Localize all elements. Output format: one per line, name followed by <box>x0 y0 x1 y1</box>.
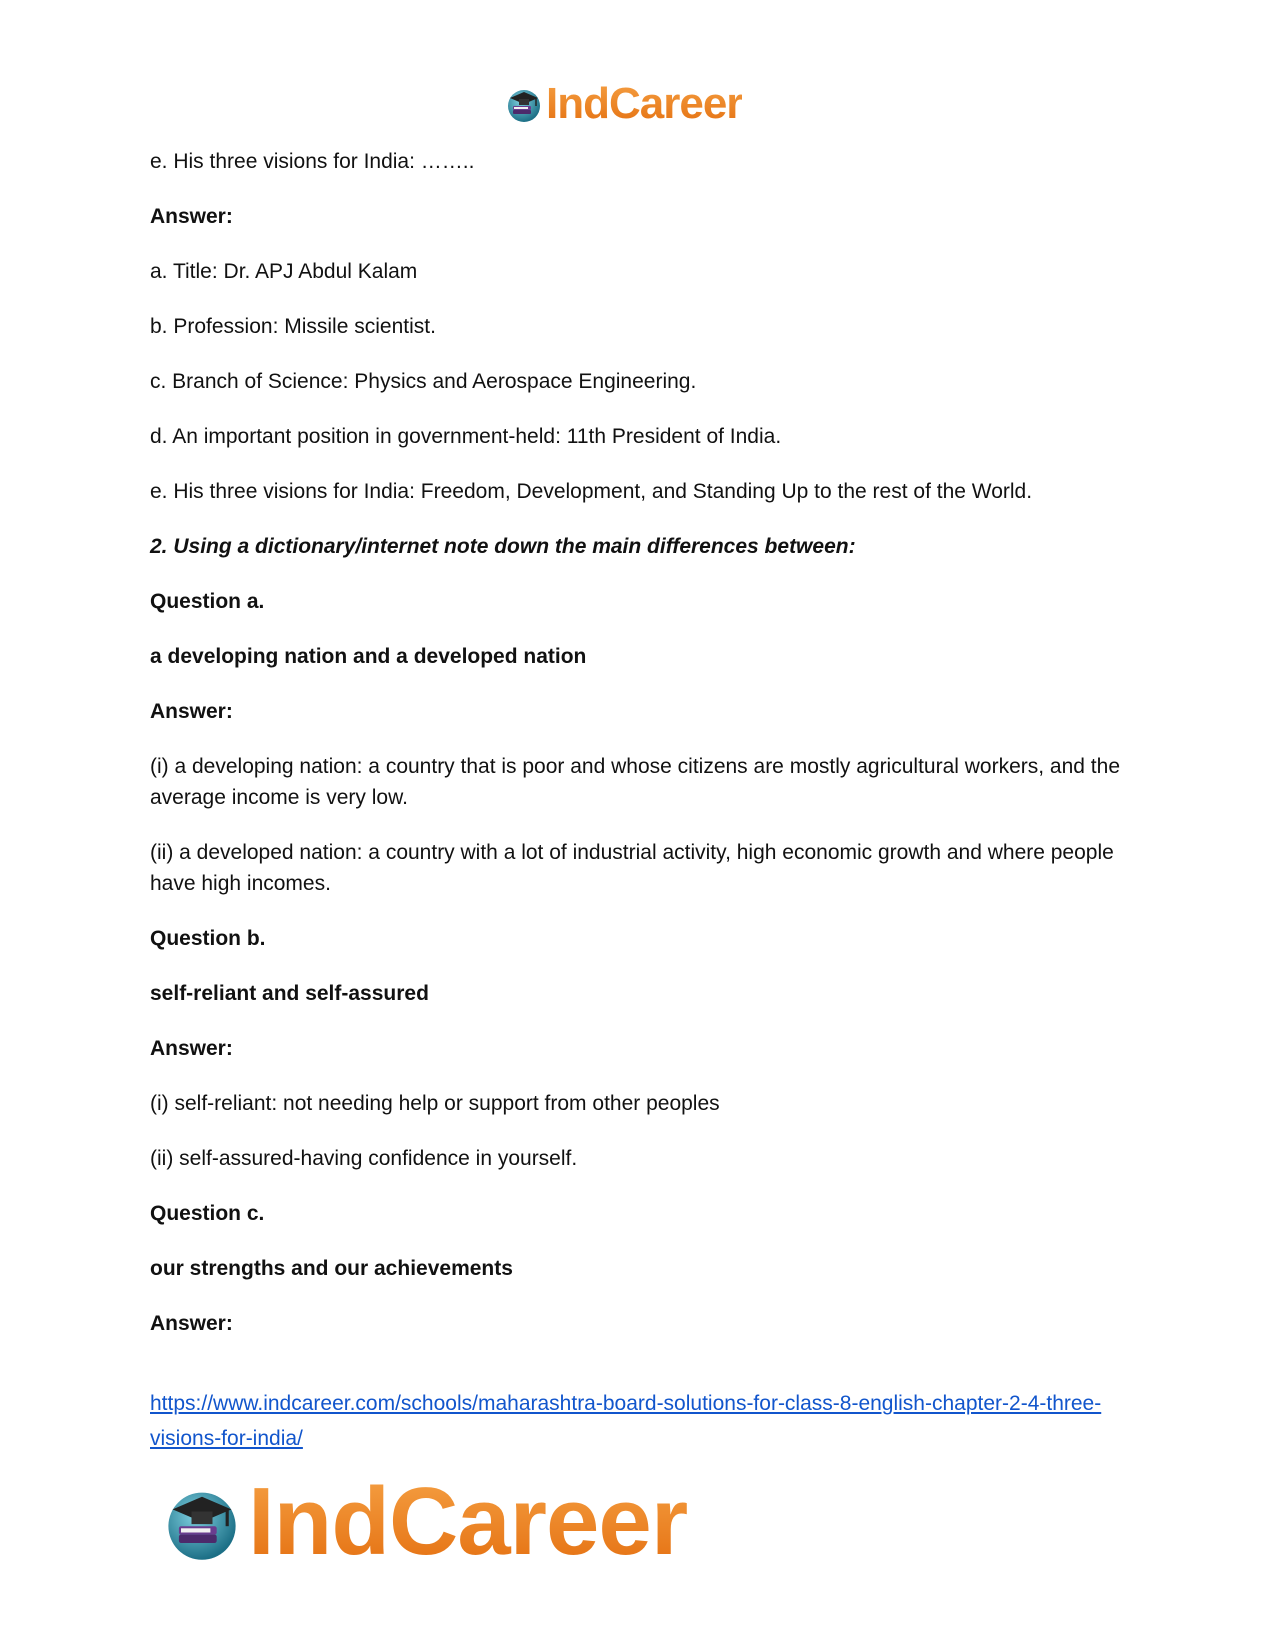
graduation-globe-icon <box>160 1480 244 1564</box>
answer-label: Answer: <box>150 205 233 228</box>
paragraph: b. Profession: Missile scientist. <box>150 315 436 338</box>
question-text: our strengths and our achievements <box>150 1257 513 1280</box>
paragraph: (i) self-reliant: not needing help or support from other peoples <box>150 1092 720 1115</box>
paragraph: a. Title: Dr. APJ Abdul Kalam <box>150 260 418 283</box>
answer-label: Answer: <box>150 700 233 723</box>
section-heading: 2. Using a dictionary/internet note down the main differences between: <box>150 535 856 558</box>
paragraph: c. Branch of Science: Physics and Aerospace Engineering. <box>150 370 697 393</box>
question-label: Question c. <box>150 1202 265 1225</box>
document-body <box>150 146 1150 1339</box>
paragraph: d. An important position in government-held: 11th President of India. <box>150 425 782 448</box>
paragraph: (i) a developing nation: a country that is poor and whose citizens are mostly agricultural workers, and the average income is very low. <box>150 755 1120 809</box>
answer-label: Answer: <box>150 1312 233 1335</box>
question-text: self-reliant and self-assured <box>150 982 429 1005</box>
logo-text: IndCareer <box>248 1468 688 1575</box>
graduation-globe-icon <box>504 84 544 124</box>
footer-logo <box>160 1468 688 1575</box>
question-label: Question a. <box>150 590 265 613</box>
source-url-link[interactable]: https://www.indcareer.com/schools/maharashtra-board-solutions-for-class-8-english-chapter-2-4-three-visions-for-india/ <box>150 1392 1102 1450</box>
answer-label: Answer: <box>150 1037 233 1060</box>
paragraph: (ii) self-assured-having confidence in yourself. <box>150 1147 578 1170</box>
paragraph: (ii) a developed nation: a country with a lot of industrial activity, high economic growth and where people have high incomes. <box>150 841 1114 895</box>
paragraph: e. His three visions for India: …….. <box>150 150 475 173</box>
question-label: Question b. <box>150 927 266 950</box>
header-logo <box>504 80 742 128</box>
paragraph: e. His three visions for India: Freedom, Development, and Standing Up to the rest of the World. <box>150 480 1033 503</box>
question-text: a developing nation and a developed nation <box>150 645 587 668</box>
logo-text: IndCareer <box>546 79 743 128</box>
